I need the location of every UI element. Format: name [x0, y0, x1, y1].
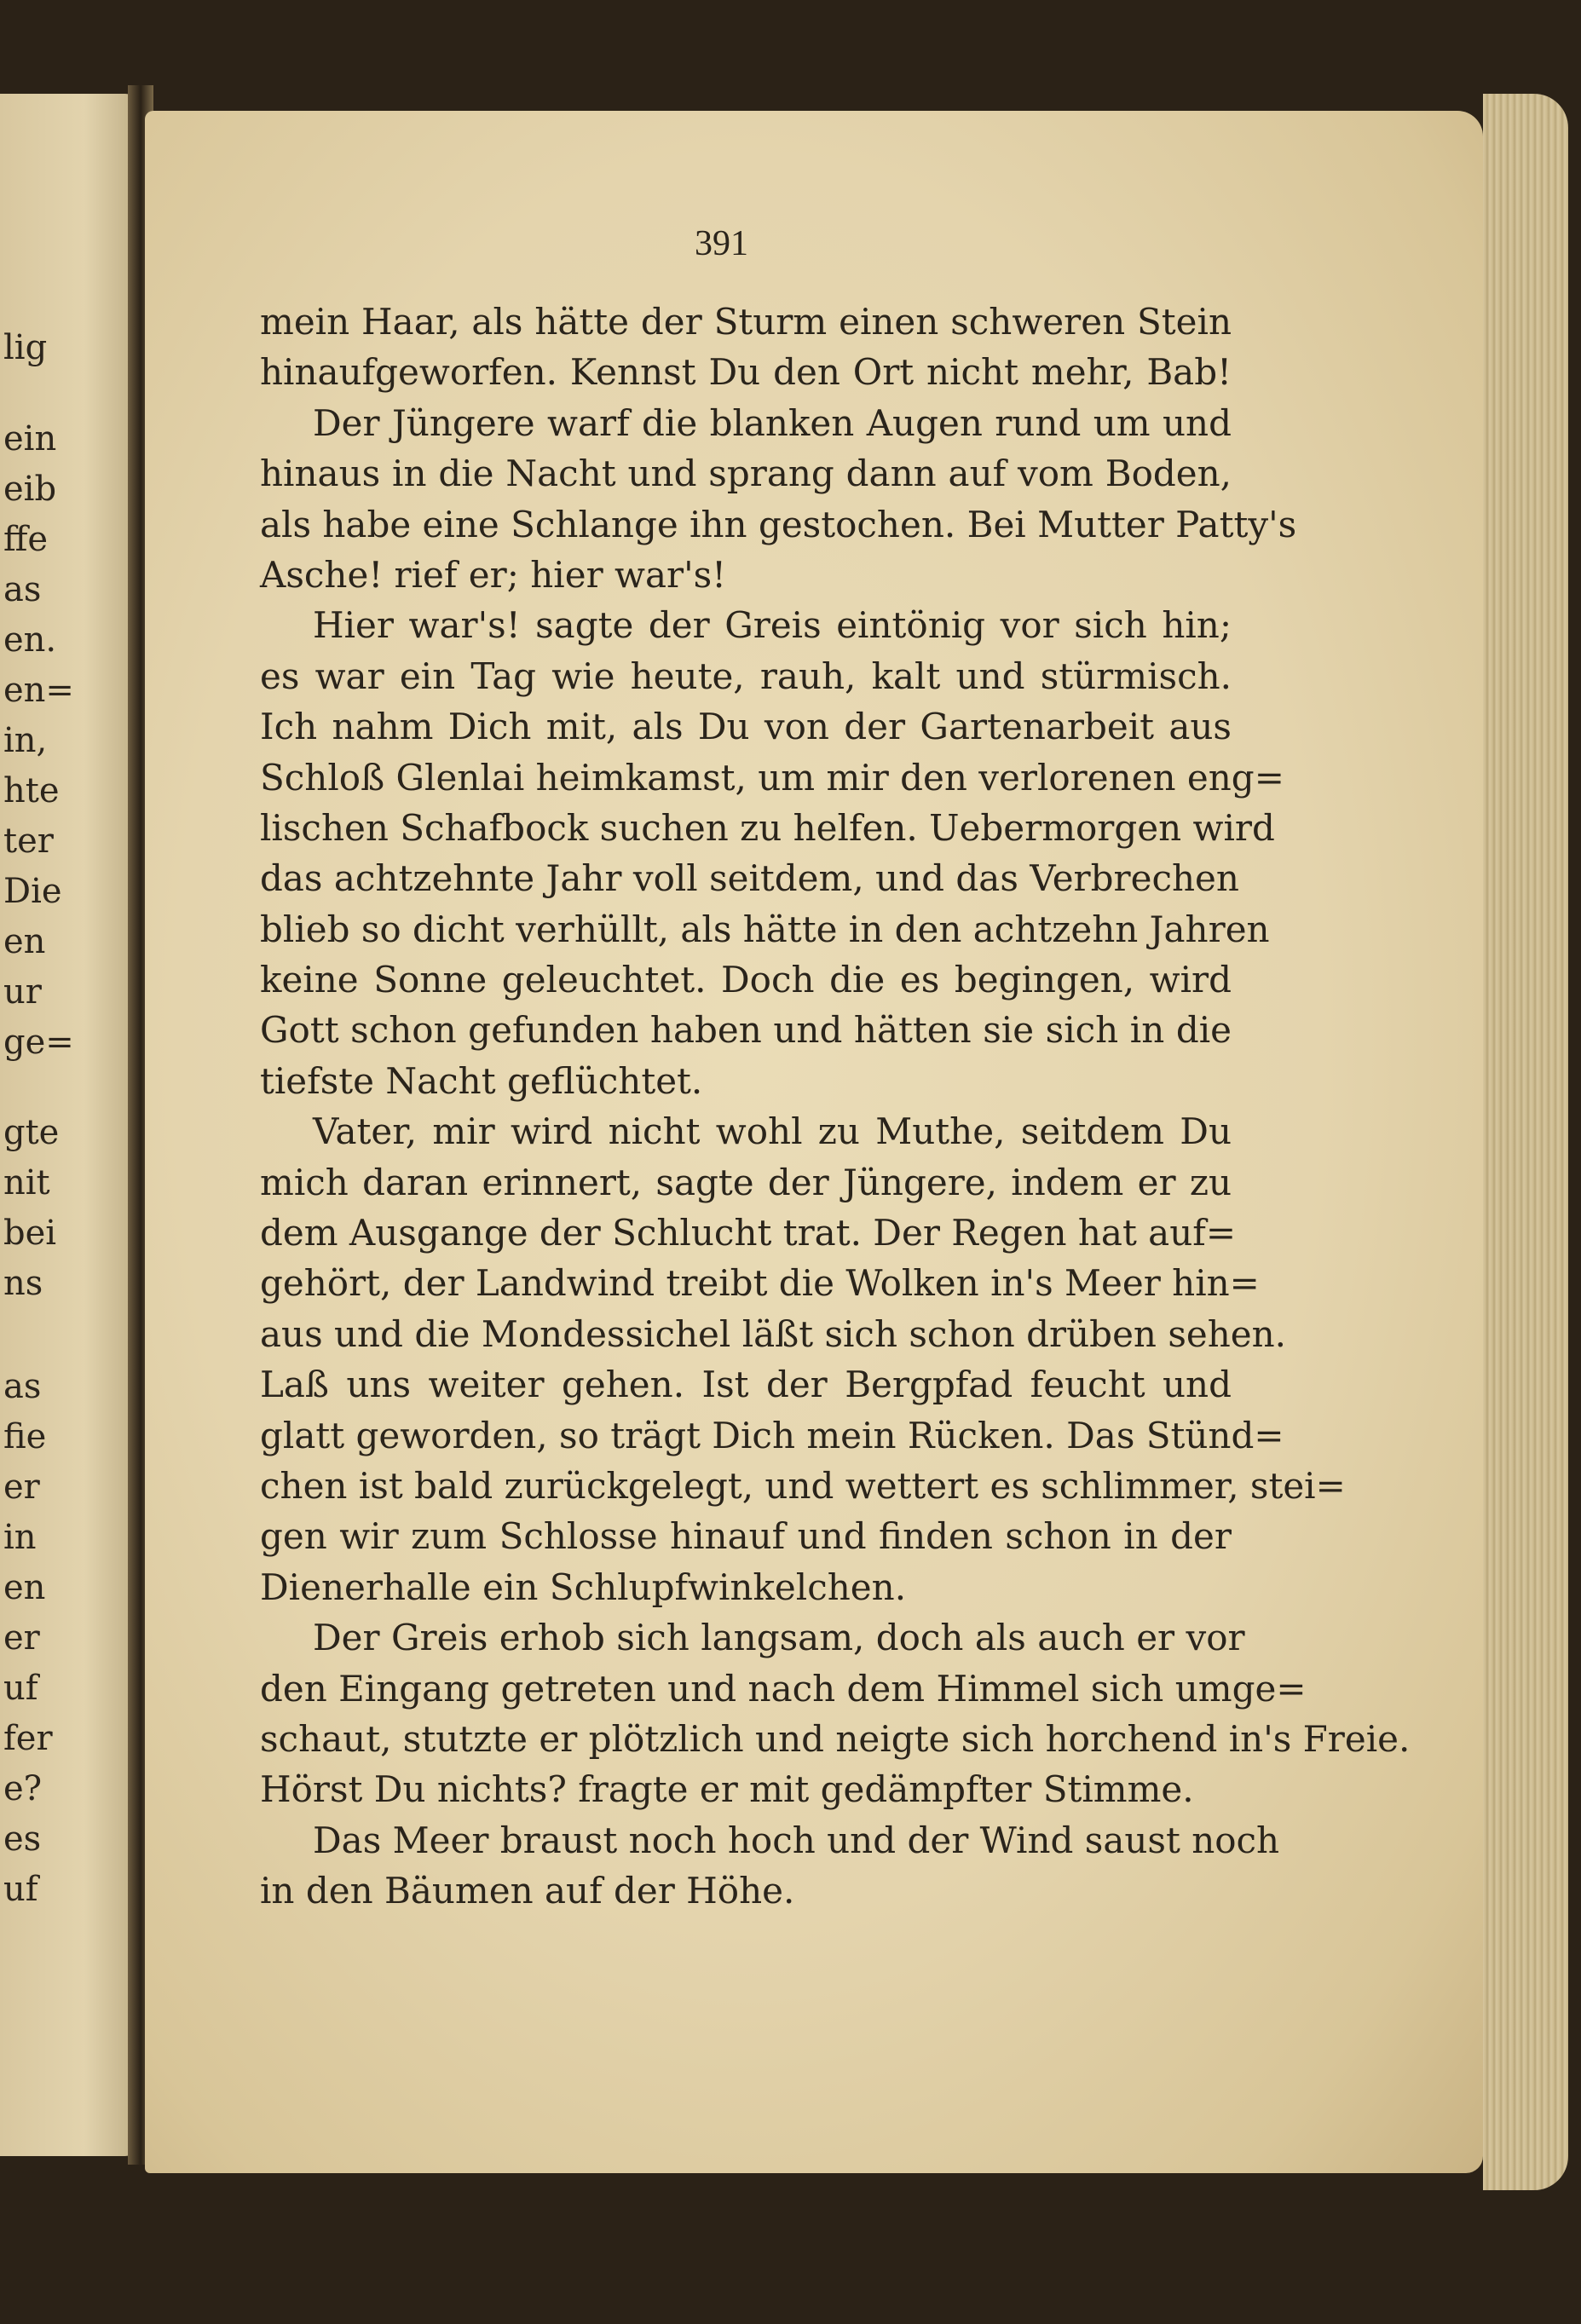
- text-line: Der Greis erhob sich langsam, doch als auch er vor: [313, 1617, 1245, 1659]
- left-page-text-fragment: uf: [3, 1669, 38, 1708]
- text-line: als habe eine Schlange ihn gestochen. Bei Mutter Patty's: [260, 503, 1297, 545]
- text-line: Ich nahm Dich mit, als Du von der Gartenarbeit aus: [260, 706, 1232, 748]
- text-line: gehört, der Landwind treibt die Wolken in's Meer hin=: [260, 1262, 1260, 1305]
- text-line: blieb so dicht verhüllt, als hätte in den achtzehn Jahren: [260, 908, 1270, 950]
- text-line: Hier war's! sagte der Greis eintönig vor sich hin;: [313, 604, 1232, 647]
- text-line: aus und die Mondessichel läßt sich schon drüben sehen.: [260, 1312, 1287, 1355]
- text-line: glatt geworden, so trägt Dich mein Rücken. Das Stünd=: [260, 1414, 1284, 1456]
- left-page-text-fragment: bei: [3, 1214, 57, 1253]
- left-page-text-fragment: er: [3, 1468, 40, 1507]
- text-line: mein Haar, als hätte der Sturm einen schweren Stein: [260, 301, 1232, 343]
- text-line: hinaus in die Nacht und sprang dann auf vom Boden,: [260, 453, 1232, 495]
- left-page-text-fragment: hte: [3, 771, 60, 810]
- text-line: Schloß Glenlai heimkamst, um mir den verlorenen eng=: [260, 756, 1284, 799]
- left-page-fragment: [0, 94, 141, 2156]
- text-line: Asche! rief er; hier war's!: [260, 553, 727, 596]
- left-page-text-fragment: ge=: [3, 1023, 74, 1062]
- text-line: mich daran erinnert, sagte der Jüngere, indem er zu: [260, 1161, 1232, 1203]
- text-line: tiefste Nacht geflüchtet.: [260, 1059, 703, 1102]
- left-page-text-fragment: ns: [3, 1264, 43, 1303]
- body-text: [260, 297, 1411, 1917]
- text-line: Das Meer braust noch hoch und der Wind saust noch: [313, 1819, 1280, 1861]
- left-page-text-fragment: ein: [3, 419, 57, 458]
- left-page-text-fragment: gte: [3, 1113, 60, 1152]
- text-line: das achtzehnte Jahr voll seitdem, und das Verbrechen: [260, 857, 1239, 900]
- left-page-text-fragment: nit: [3, 1163, 50, 1202]
- page-number: 391: [695, 224, 748, 263]
- left-page-text-fragment: eib: [3, 470, 57, 509]
- left-page-text-fragment: en=: [3, 671, 74, 710]
- text-line: Gott schon gefunden haben und hätten sie sich in die: [260, 1009, 1232, 1052]
- text-line: hinaufgeworfen. Kennst Du den Ort nicht mehr, Bab!: [260, 351, 1232, 394]
- left-page-text-fragment: as: [3, 570, 42, 609]
- left-page-text-fragment: er: [3, 1618, 40, 1658]
- left-page-text-fragment: in,: [3, 721, 48, 760]
- text-line: Laß uns weiter gehen. Ist der Bergpfad feucht und: [260, 1364, 1232, 1406]
- left-page-text-fragment: uf: [3, 1870, 38, 1909]
- left-page-text-fragment: ur: [3, 972, 42, 1012]
- text-line: Vater, mir wird nicht wohl zu Muthe, seitdem Du: [313, 1110, 1232, 1153]
- left-page-text-fragment: en: [3, 922, 46, 961]
- left-page-text-fragment: Die: [3, 872, 62, 911]
- text-line: keine Sonne geleuchtet. Doch die es begingen, wird: [260, 959, 1232, 1001]
- text-line: Der Jüngere warf die blanken Augen rund um und: [313, 401, 1232, 444]
- left-page-text-fragment: e?: [3, 1769, 43, 1808]
- text-line: gen wir zum Schlosse hinauf und finden schon in der: [260, 1515, 1232, 1558]
- left-page-text-fragment: in: [3, 1518, 37, 1557]
- text-line: den Eingang getreten und nach dem Himmel sich umge=: [260, 1667, 1307, 1710]
- text-line: es war ein Tag wie heute, rauh, kalt und stürmisch.: [260, 655, 1232, 697]
- left-page-text-fragment: ter: [3, 822, 54, 861]
- text-line: lischen Schafbock suchen zu helfen. Uebermorgen wird: [260, 806, 1275, 849]
- text-line: chen ist bald zurückgelegt, und wettert es schlimmer, stei=: [260, 1464, 1346, 1507]
- left-page-text-fragment: en: [3, 1568, 46, 1607]
- left-page-text-fragment: fer: [3, 1719, 53, 1758]
- text-line: Dienerhalle ein Schlupfwinkelchen.: [260, 1566, 907, 1608]
- text-line: dem Ausgange der Schlucht trat. Der Regen hat auf=: [260, 1212, 1237, 1254]
- left-page-text-fragment: fie: [3, 1417, 47, 1456]
- text-line: in den Bäumen auf der Höhe.: [260, 1870, 795, 1912]
- left-page-text-fragment: es: [3, 1819, 42, 1859]
- left-page-text-fragment: en.: [3, 620, 57, 660]
- page-edges: [1483, 94, 1568, 2190]
- text-line: Hörst Du nichts? fragte er mit gedämpfter Stimme.: [260, 1768, 1194, 1811]
- left-page-text-fragment: lig: [3, 328, 48, 367]
- left-page-text-fragment: ffe: [3, 520, 49, 559]
- left-page-text-fragment: as: [3, 1367, 42, 1406]
- text-line: schaut, stutzte er plötzlich und neigte sich horchend in's Freie.: [260, 1717, 1411, 1760]
